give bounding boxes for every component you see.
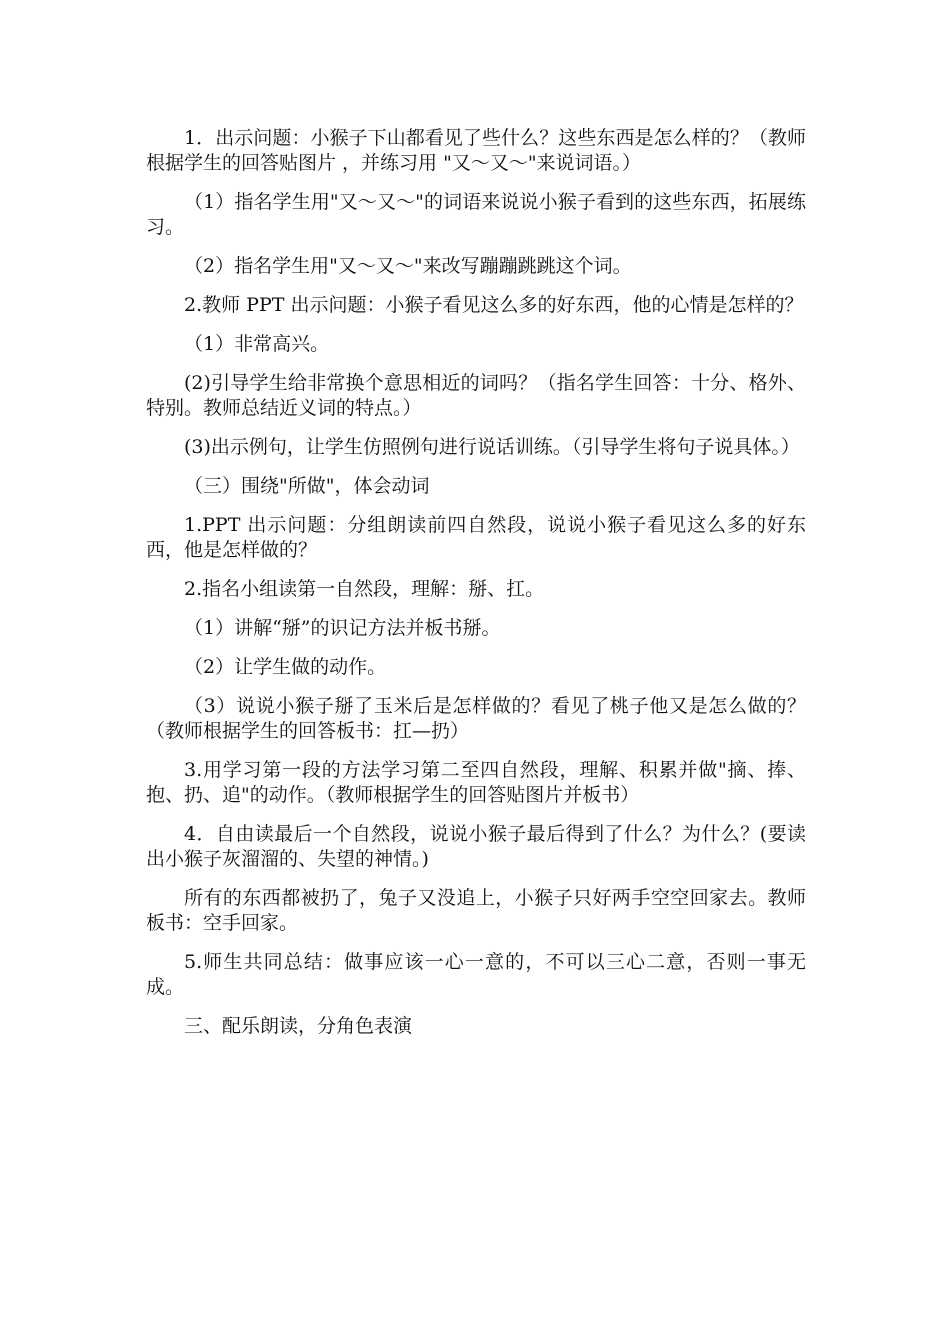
paragraph-question-1: 1．出示问题：小猴子下山都看见了些什么？这些东西是怎么样的？（教师根据学生的回答贴图片 ，并练习用 "又～又～"来说词语。） <box>146 127 806 174</box>
paragraph-subitem-1: （1）指名学生用"又～又～"的词语来说说小猴子看到的这些东西，拓展练习。 <box>146 191 806 238</box>
paragraph-step-4: 4．自由读最后一个自然段，说说小猴子最后得到了什么？为什么？(要读出小猴子灰溜溜的、失望的神情。) <box>146 823 806 870</box>
paragraph-subitem-1: （1）非常高兴。 <box>184 333 330 355</box>
paragraph-subitem-2: （2）指名学生用"又～又～"来改写蹦蹦跳跳这个词。 <box>184 255 632 277</box>
paragraph-subitem-2: （2）让学生做的动作。 <box>184 656 387 678</box>
section-heading: （三）围绕"所做"，体会动词 <box>184 475 430 497</box>
paragraph-question-2: 2.教师 PPT 出示问题：小猴子看见这么多的好东西，他的心情是怎样的？ <box>184 294 804 316</box>
paragraph-subitem-2: (2)引导学生给非常换个意思相近的词吗？（指名学生回答：十分、格外、特别。教师总结近义词的特点。） <box>146 372 806 419</box>
paragraph-subitem-3: (3)出示例句，让学生仿照例句进行说话训练。（引导学生将句子说具体。） <box>184 436 800 458</box>
paragraph-subitem-1: （1）讲解“掰”的识记方法并板书掰。 <box>184 617 501 639</box>
paragraph-step-3: 3.用学习第一段的方法学习第二至四自然段，理解、积累并做"摘、捧、抱、扔、追"的动作。（教师根据学生的回答贴图片并板书） <box>146 759 806 806</box>
paragraph-step-2: 2.指名小组读第一自然段，理解：掰、扛。 <box>184 578 545 600</box>
paragraph-subitem-3: （3）说说小猴子掰了玉米后是怎样做的？看见了桃子他又是怎么做的？（教师根据学生的回答板书：扛—扔） <box>146 695 806 742</box>
paragraph-summary: 所有的东西都被扔了，兔子又没追上，小猴子只好两手空空回家去。教师板书：空手回家。 <box>146 887 806 934</box>
paragraph-step-5: 5.师生共同总结：做事应该一心一意的，不可以三心二意，否则一事无成。 <box>146 951 806 998</box>
document-page <box>146 126 806 1053</box>
paragraph-step-1: 1.PPT 出示问题：分组朗读前四自然段，说说小猴子看见这么多的好东西，他是怎样做的？ <box>146 514 806 561</box>
section-heading: 三、配乐朗读，分角色表演 <box>184 1015 413 1037</box>
